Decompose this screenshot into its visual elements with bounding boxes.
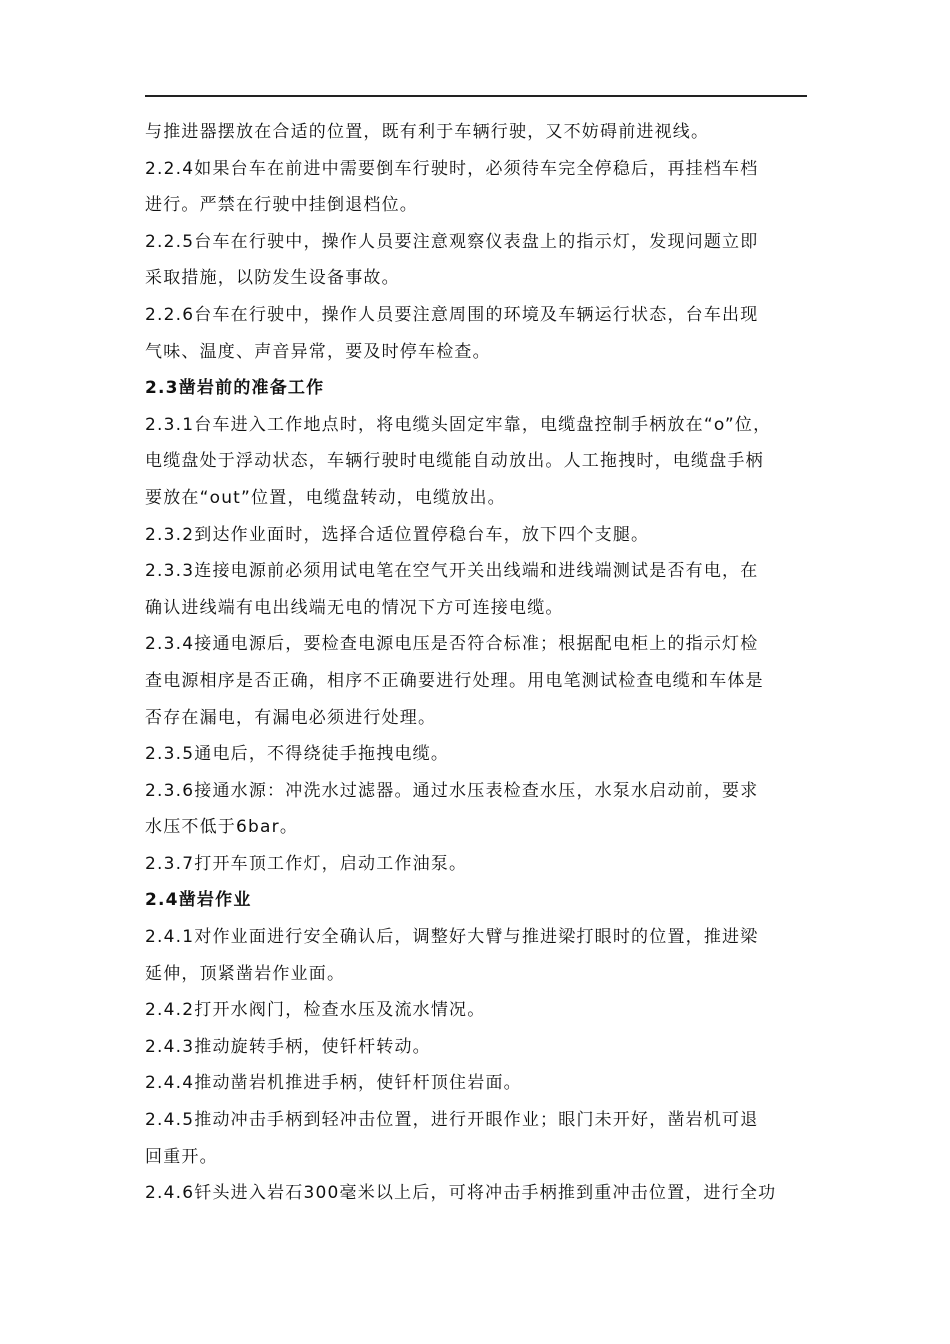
body-text-line: 2.4.6钎头进入岩石300毫米以上后，可将冲击手柄推到重冲击位置，进行全功	[145, 1183, 777, 1204]
body-text-line: 2.3.1台车进入工作地点时，将电缆头固定牢靠，电缆盘控制手柄放在“o”位，	[145, 414, 772, 435]
document-body	[145, 114, 811, 1212]
body-text-line: 2.3.7打开车顶工作灯，启动工作油泵。	[145, 853, 468, 874]
body-text-line: 2.4.5推动冲击手柄到轻冲击位置，进行开眼作业；眼门未开好，凿岩机可退	[145, 1110, 759, 1131]
section-heading: 2.4凿岩作业	[145, 890, 252, 911]
header-rule	[145, 95, 807, 97]
body-text-line: 水压不低于6bar。	[145, 817, 299, 838]
body-text-line: 与推进器摆放在合适的位置，既有利于车辆行驶，又不妨碍前进视线。	[145, 122, 710, 142]
body-text-line: 2.3.2到达作业面时，选择合适位置停稳台车，放下四个支腿。	[145, 524, 650, 545]
body-text-line: 电缆盘处于浮动状态，车辆行驶时电缆能自动放出。人工拖拽时，电缆盘手柄	[145, 451, 764, 472]
body-text-line: 2.3.3连接电源前必须用试电笔在空气开关出线端和进线端测试是否有电，在	[145, 561, 759, 582]
body-text-line: 采取措施，以防发生设备事故。	[145, 268, 400, 289]
body-text-line: 2.2.4如果台车在前进中需要倒车行驶时，必须待车完全停稳后，再挂档车档	[145, 158, 759, 179]
body-text-line: 2.3.6接通水源：冲洗水过滤器。通过水压表检查水压，水泵水启动前，要求	[145, 780, 759, 801]
body-text-line: 气味、温度、声音异常，要及时停车检查。	[145, 341, 491, 362]
body-text-line: 2.4.2打开水阀门，检查水压及流水情况。	[145, 1000, 486, 1021]
body-text-line: 查电源相序是否正确，相序不正确要进行处理。用电笔测试检查电缆和车体是	[145, 670, 764, 691]
body-text-line: 2.4.1对作业面进行安全确认后，调整好大臂与推进梁打眼时的位置，推进梁	[145, 927, 759, 948]
section-heading: 2.3凿岩前的准备工作	[145, 378, 325, 399]
body-text-line: 2.3.4接通电源后，要检查电源电压是否符合标准；根据配电柜上的指示灯检	[145, 634, 759, 655]
body-text-line: 2.4.3推动旋转手柄，使钎杆转动。	[145, 1036, 431, 1057]
body-text-line: 2.2.6台车在行驶中，操作人员要注意周围的环境及车辆运行状态，台车出现	[145, 304, 759, 325]
body-text-line: 2.2.5台车在行驶中，操作人员要注意观察仪表盘上的指示灯，发现问题立即	[145, 231, 759, 252]
body-text-line: 2.3.5通电后，不得绕徒手拖拽电缆。	[145, 744, 450, 765]
body-text-line: 2.4.4推动凿岩机推进手柄，使钎杆顶住岩面。	[145, 1073, 522, 1094]
body-text-line: 回重开。	[145, 1146, 218, 1167]
body-text-line: 确认进线端有电出线端无电的情况下方可连接电缆。	[145, 597, 564, 618]
body-text-line: 进行。严禁在行驶中挂倒退档位。	[145, 195, 418, 216]
body-text-line: 要放在“out”位置，电缆盘转动，电缆放出。	[145, 487, 506, 508]
body-text-line: 延伸，顶紧凿岩作业面。	[145, 963, 346, 984]
body-text-line: 否存在漏电，有漏电必须进行处理。	[145, 707, 437, 728]
